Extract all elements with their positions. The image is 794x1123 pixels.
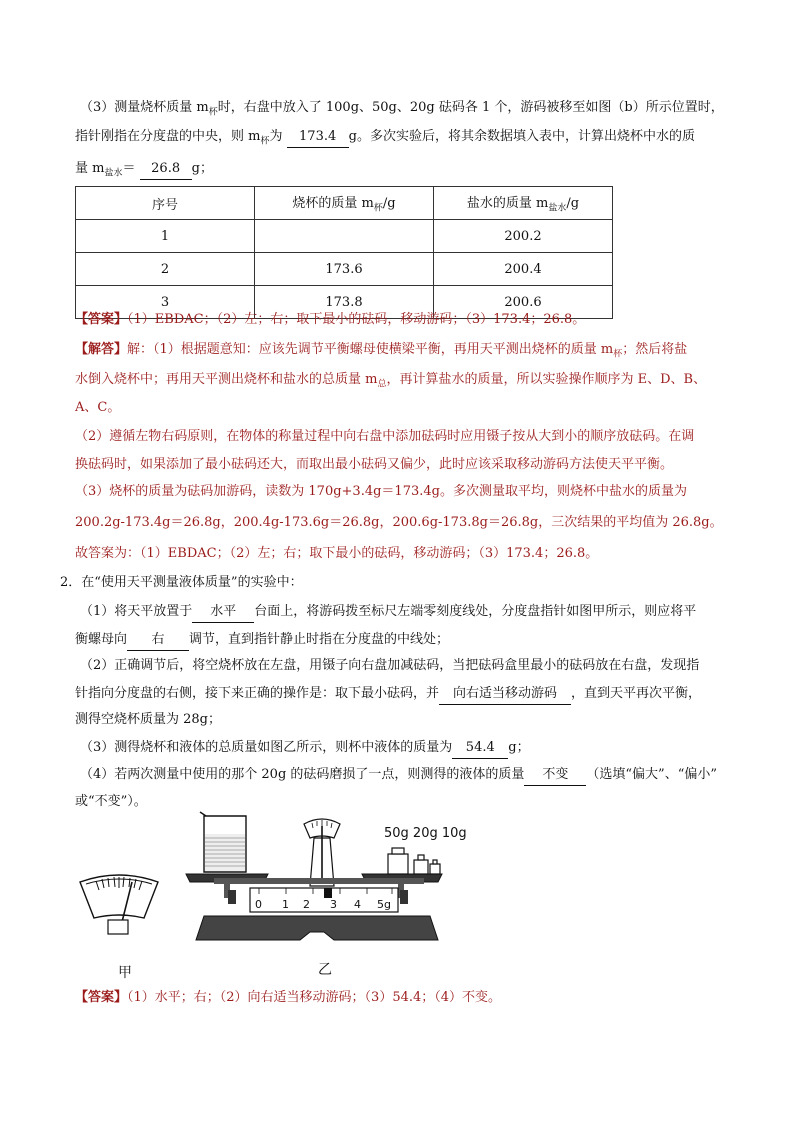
q3-text: 量 m <box>75 161 105 176</box>
q3-subscript: 杯 <box>260 136 270 147</box>
solution-line-1 <box>75 340 687 365</box>
table-header: 序号 <box>76 187 255 220</box>
table-row <box>76 253 613 286</box>
answer-blank: 向右适当移动游码 <box>439 684 571 705</box>
table-header-sub: 杯 <box>373 203 383 214</box>
solution-text: ，再计算盐水的质量，所以实验操作顺序为 E、D、B、 <box>386 372 707 387</box>
balance-beam <box>214 878 424 884</box>
weight-50g <box>388 854 408 874</box>
answer-tag: 【答案】 <box>75 312 128 327</box>
answer-2 <box>75 988 501 1008</box>
answer-blank: 不变 <box>524 765 586 786</box>
weight-20g <box>414 860 428 874</box>
table-cell: 2 <box>76 253 255 286</box>
answer-tag: 【答案】 <box>75 990 128 1005</box>
balance-nut-right <box>400 890 408 904</box>
rider <box>324 888 332 898</box>
q2-text: （选填“偏大”、“偏小” <box>586 767 717 782</box>
answer-text: （1）EBDAC；（2）左；右；取下最小的砝码，移动游码；（3）173.4；26.8。 <box>127 312 586 327</box>
table-header-unit: /g <box>382 196 396 212</box>
table-header <box>255 187 434 220</box>
solution-line-7: 200.2g-173.4g＝26.8g，200.4g-173.6g＝26.8g，200.6g-173.8g＝26.8g，三次结果的平均值为 26.8g。 <box>75 515 723 530</box>
weights <box>388 848 440 874</box>
q2-text: 台面上，将游码拨至标尺左端零刻度线处，分度盘指针如图甲所示，则应将平 <box>254 604 697 619</box>
table-header-text: 盐水的质量 m <box>466 196 549 212</box>
table-header <box>434 187 613 220</box>
table-cell <box>255 220 434 253</box>
answer-blank: 26.8 <box>140 159 192 180</box>
figure-label-yi: 乙 <box>318 962 332 978</box>
scale-label-5g: 5g <box>377 898 391 911</box>
q2-text: 针指向分度盘的右侧，接下来正确的操作是：取下最小砝码，并 <box>75 686 440 701</box>
q2-title: 2．在“使用天平测量液体质量”的实验中： <box>60 575 303 590</box>
q3-text: ＝ <box>122 161 136 176</box>
solution-tag: 【解答】 <box>75 342 128 357</box>
solution-line-3: A、C。 <box>75 400 121 415</box>
solution-text: ；然后将盐 <box>622 342 688 357</box>
solution-line-8: 故答案为：（1）EBDAC；（2）左；右；取下最小的砝码，移动游码；（3）173.4；26.8。 <box>75 546 599 561</box>
solution-sub: 杯 <box>613 349 623 360</box>
q2-part-1-line-1 <box>80 602 696 623</box>
q3-line-3 <box>75 159 213 184</box>
q3-subscript: 盐水 <box>104 168 123 179</box>
q3-subscript: 杯 <box>208 107 218 118</box>
table-header-unit: /g <box>566 196 580 212</box>
q2-text: （3）测得烧杯和液体的总质量如图乙所示，则杯中液体的质量为 <box>80 740 453 755</box>
q2-text: （4）若两次测量中使用的那个 20g 的砝码磨损了一点，则测得的液体的质量 <box>80 767 525 782</box>
q2-part-4-line-1 <box>80 765 717 786</box>
q2-text: 衡螺母向 <box>75 632 128 647</box>
dial-base <box>108 920 128 934</box>
table-cell: 173.8 <box>255 286 434 319</box>
scale-label-1: 1 <box>282 898 289 911</box>
answer-1 <box>75 310 585 330</box>
table-cell: 200.6 <box>434 286 613 319</box>
solution-text: 水倒入烧杯中；再用天平测出烧杯和盐水的总质量 m <box>75 372 378 387</box>
q3-text: 时，右盘中放入了 100g、50g、20g 砝码各 1 个，游码被移至如图（b）所示位置时， <box>217 100 724 115</box>
solution-line-5: 换砝码时，如果添加了最小砝码还大，而取出最小砝码又偏少，此时应该采取移动游码方法使天平平衡。 <box>75 457 674 472</box>
table-cell: 173.6 <box>255 253 434 286</box>
q2-part-2-line-2 <box>75 684 701 705</box>
table-header-row <box>76 187 613 220</box>
table-header-text: 烧杯的质量 m <box>292 196 374 212</box>
figure-label-jia: 甲 <box>118 965 132 981</box>
answer-blank: 右 <box>127 630 189 651</box>
q3-text: （3）测量烧杯质量 m <box>80 100 209 115</box>
table-cell: 200.2 <box>434 220 613 253</box>
solution-sub: 总 <box>377 379 387 390</box>
beaker-lip <box>200 812 206 816</box>
weight-10g <box>430 864 440 874</box>
q2-part-2-line-1: （2）正确调节后，将空烧杯放在左盘，用镊子向右盘加减砝码，当把砝码盒里最小的砝码放在右盘，发现指 <box>80 658 700 673</box>
q2-part-4-line-2: 或“不变”）。 <box>75 794 147 809</box>
q3-text: g。多次实验后，将其余数据填入表中，计算出烧杯中水的质 <box>348 129 695 144</box>
dial-figure <box>74 868 164 936</box>
table-cell: 1 <box>76 220 255 253</box>
balance-base <box>196 916 438 940</box>
answer-blank: 54.4 <box>452 738 508 759</box>
scale-label-3: 3 <box>330 898 337 911</box>
balance-nut-left <box>228 890 236 904</box>
q3-line-1 <box>80 98 724 123</box>
solution-line-6: （3）烧杯的质量为砝码加游码，读数为 170g+3.4g＝173.4g。多次测量取平均，则烧杯中盐水的质量为 <box>75 484 687 499</box>
q2-text: ，直到天平再次平衡， <box>571 686 702 701</box>
data-table <box>75 186 613 319</box>
table-cell: 200.4 <box>434 253 613 286</box>
answer-blank: 水平 <box>192 602 254 623</box>
q3-line-2 <box>75 127 695 152</box>
beaker-liquid <box>205 834 245 871</box>
answer-blank: 173.4 <box>287 127 349 148</box>
q2-text: 调节，直到指针静止时指在分度盘的中线处； <box>189 632 450 647</box>
q2-text: （1）将天平放置于 <box>80 604 193 619</box>
table-cell: 3 <box>76 286 255 319</box>
scale-label-0: 0 <box>255 898 262 911</box>
scale-label-4: 4 <box>354 898 361 911</box>
q2-part-2-line-3: 测得空烧杯质量为 28g； <box>75 712 221 727</box>
q2-text: g； <box>508 740 530 755</box>
q3-text: 指针刚指在分度盘的中央，则 m <box>75 129 261 144</box>
weights-label: 50g 20g 10g <box>384 826 467 841</box>
q3-text: 为 <box>269 129 283 144</box>
answer-text: （1）水平；右；（2）向右适当移动游码；（3）54.4；（4）不变。 <box>127 990 502 1005</box>
scale-label-2: 2 <box>303 898 310 911</box>
solution-line-4: （2）遵循左物右码原则，在物体的称量过程中向右盘中添加砝码时应用镊子按从大到小的顺序放砝码。在调 <box>75 429 695 444</box>
q2-part-3 <box>80 738 530 759</box>
table-header-sub: 盐水 <box>548 203 567 214</box>
q3-text: g； <box>191 161 213 176</box>
solution-text: 解：（1）根据题意知：应该先调节平衡螺母使横梁平衡，再用天平测出烧杯的质量 m <box>127 342 614 357</box>
table-row <box>76 220 613 253</box>
q2-part-1-line-2 <box>75 630 449 651</box>
solution-line-2 <box>75 370 706 395</box>
